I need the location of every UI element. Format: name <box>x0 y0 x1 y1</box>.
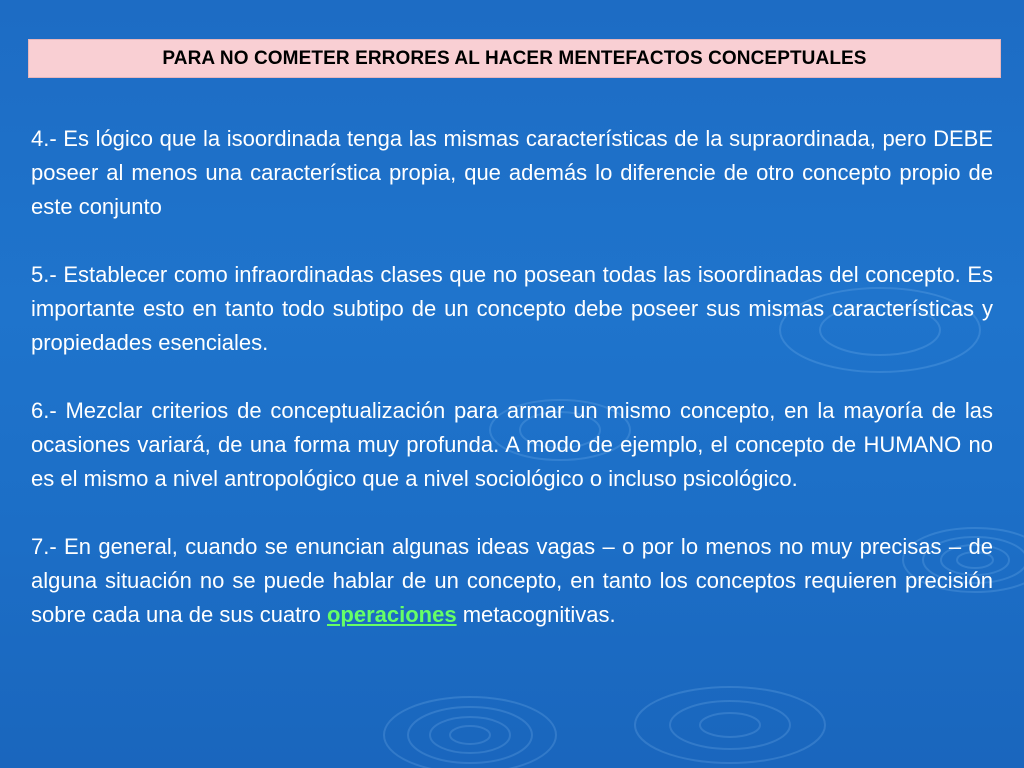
paragraph-7-text: 7.- En general, cuando se enuncian algunas ideas vagas – o por lo menos no muy precisas – de alguna situación no se puede hablar de un concepto, en tanto los conceptos requieren precisión sobre cada una de sus cuatro <box>31 534 993 627</box>
paragraph-4: 4.- Es lógico que la isoordinada tenga las mismas características de la supraordinada, pero DEBE poseer al menos una característica propia, que además lo diferencie de otro concepto propio de este conjunto <box>31 126 993 219</box>
paragraph-7-tail: metacognitivas. <box>456 602 616 627</box>
slide-title: PARA NO COMETER ERRORES AL HACER MENTEFACTOS CONCEPTUALES <box>162 47 867 69</box>
operaciones-link[interactable]: operaciones <box>326 602 457 627</box>
paragraph-7 <box>31 530 993 632</box>
paragraph-5: 5.- Establecer como infraordinadas clases que no posean todas las isoordinadas del concepto. Es importante esto en tanto todo subtipo de un concepto debe poseer sus mismas características y propiedades esenciales. <box>31 262 993 355</box>
slide-body <box>31 122 993 632</box>
slide-title-box <box>28 39 1001 78</box>
paragraph-6: 6.- Mezclar criterios de conceptualización para armar un mismo concepto, en la mayoría de las ocasiones variará, de una forma muy profunda. A modo de ejemplo, el concepto de HUMANO no es el mismo a nivel antropológico que a nivel sociológico o incluso psicológico. <box>31 398 993 491</box>
